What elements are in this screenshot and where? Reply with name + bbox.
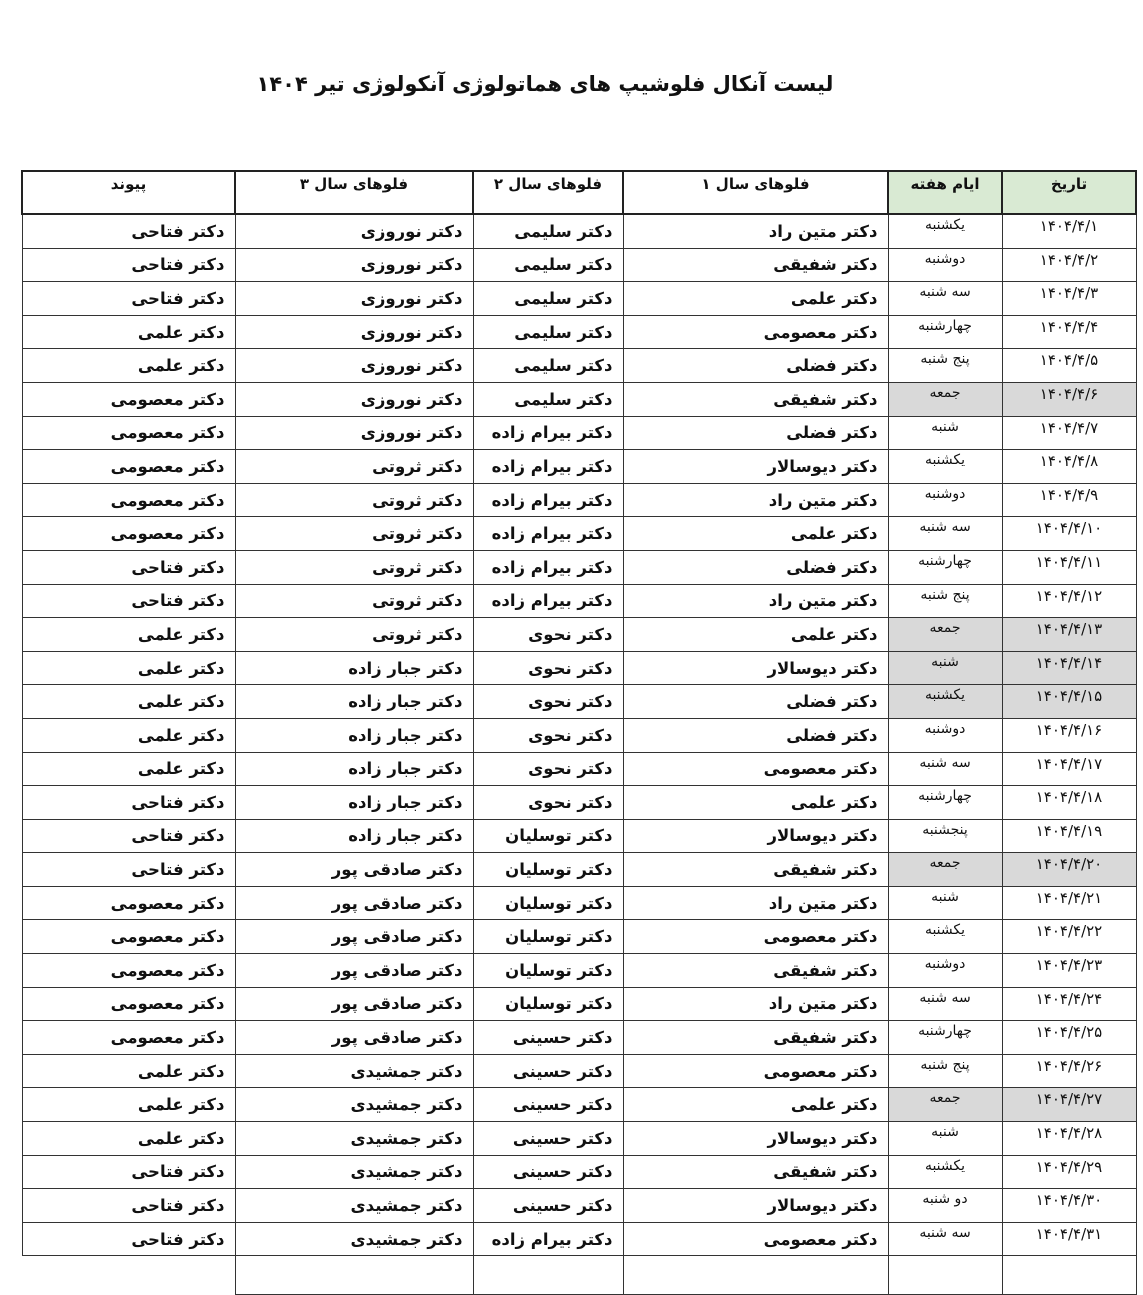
- table-row: [22, 282, 1136, 316]
- year3-fellow-cell: دکتر صادقی پور: [235, 1021, 473, 1055]
- date-cell: ۱۴۰۴/۴/۱۰: [1002, 517, 1136, 551]
- empty-year1-fellow-cell: [623, 1256, 888, 1295]
- transplant-fellow-cell: دکتر علمی: [22, 1054, 235, 1088]
- year2-fellow-cell: دکتر توسلیان: [473, 819, 623, 853]
- transplant-fellow-cell: دکتر علمی: [22, 651, 235, 685]
- header-year1: فلوهای سال ۱: [623, 171, 888, 214]
- year1-fellow-cell: دکتر دیوسالار: [623, 1189, 888, 1223]
- transplant-fellow-cell: دکتر معصومی: [22, 954, 235, 988]
- year3-fellow-cell: دکتر ثروتی: [235, 550, 473, 584]
- year2-fellow-cell: دکتر حسینی: [473, 1189, 623, 1223]
- date-cell: ۱۴۰۴/۴/۱۵: [1002, 685, 1136, 719]
- year1-fellow-cell: دکتر فضلی: [623, 718, 888, 752]
- year3-fellow-cell: دکتر صادقی پور: [235, 920, 473, 954]
- date-cell: ۱۴۰۴/۴/۳: [1002, 282, 1136, 316]
- weekday-cell: دوشنبه: [888, 483, 1002, 517]
- table-row: [22, 1222, 1136, 1256]
- transplant-fellow-cell: دکتر معصومی: [22, 382, 235, 416]
- date-cell: ۱۴۰۴/۴/۱۲: [1002, 584, 1136, 618]
- table-row: [22, 1189, 1136, 1223]
- table-row: [22, 349, 1136, 383]
- year2-fellow-cell: دکتر توسلیان: [473, 954, 623, 988]
- empty-transplant-fellow-cell: [22, 1256, 235, 1295]
- table-row: [22, 1054, 1136, 1088]
- year3-fellow-cell: دکتر جبار زاده: [235, 819, 473, 853]
- transplant-fellow-cell: دکتر علمی: [22, 1088, 235, 1122]
- header-day: ایام هفته: [888, 171, 1002, 214]
- year1-fellow-cell: دکتر دیوسالار: [623, 1122, 888, 1156]
- weekday-cell: چهارشنبه: [888, 1021, 1002, 1055]
- year1-fellow-cell: دکتر شفیقی: [623, 1021, 888, 1055]
- year3-fellow-cell: دکتر نوروزی: [235, 282, 473, 316]
- date-cell: ۱۴۰۴/۴/۲۰: [1002, 853, 1136, 887]
- year3-fellow-cell: دکتر جمشیدی: [235, 1088, 473, 1122]
- weekday-cell: سه شنبه: [888, 1222, 1002, 1256]
- weekday-cell: پنجشنبه: [888, 819, 1002, 853]
- transplant-fellow-cell: دکتر علمی: [22, 718, 235, 752]
- table-row: [22, 214, 1136, 248]
- weekday-cell: جمعه: [888, 382, 1002, 416]
- date-cell: ۱۴۰۴/۴/۳۱: [1002, 1222, 1136, 1256]
- year2-fellow-cell: دکتر بیرام زاده: [473, 450, 623, 484]
- year3-fellow-cell: دکتر ثروتی: [235, 483, 473, 517]
- year1-fellow-cell: دکتر فضلی: [623, 685, 888, 719]
- date-cell: ۱۴۰۴/۴/۱۶: [1002, 718, 1136, 752]
- year1-fellow-cell: دکتر متین راد: [623, 214, 888, 248]
- year1-fellow-cell: دکتر معصومی: [623, 920, 888, 954]
- transplant-fellow-cell: دکتر علمی: [22, 315, 235, 349]
- date-cell: ۱۴۰۴/۴/۱: [1002, 214, 1136, 248]
- weekday-cell: سه شنبه: [888, 752, 1002, 786]
- date-cell: ۱۴۰۴/۴/۷: [1002, 416, 1136, 450]
- empty-weekday-cell: [888, 1256, 1002, 1295]
- year1-fellow-cell: دکتر شفیقی: [623, 1155, 888, 1189]
- weekday-cell: پنج شنبه: [888, 1054, 1002, 1088]
- year3-fellow-cell: دکتر نوروزی: [235, 315, 473, 349]
- weekday-cell: یکشنبه: [888, 920, 1002, 954]
- table-row: [22, 248, 1136, 282]
- date-cell: ۱۴۰۴/۴/۴: [1002, 315, 1136, 349]
- year3-fellow-cell: دکتر جمشیدی: [235, 1155, 473, 1189]
- date-cell: ۱۴۰۴/۴/۶: [1002, 382, 1136, 416]
- year2-fellow-cell: دکتر توسلیان: [473, 987, 623, 1021]
- table-row: [22, 685, 1136, 719]
- year1-fellow-cell: دکتر معصومی: [623, 1222, 888, 1256]
- transplant-fellow-cell: دکتر معصومی: [22, 450, 235, 484]
- year2-fellow-cell: دکتر حسینی: [473, 1088, 623, 1122]
- transplant-fellow-cell: دکتر معصومی: [22, 416, 235, 450]
- weekday-cell: دوشنبه: [888, 248, 1002, 282]
- table-row: [22, 450, 1136, 484]
- year1-fellow-cell: دکتر معصومی: [623, 315, 888, 349]
- table-row: [22, 517, 1136, 551]
- year3-fellow-cell: دکتر ثروتی: [235, 450, 473, 484]
- weekday-cell: چهارشنبه: [888, 315, 1002, 349]
- date-cell: ۱۴۰۴/۴/۲۶: [1002, 1054, 1136, 1088]
- year3-fellow-cell: دکتر جبار زاده: [235, 685, 473, 719]
- year1-fellow-cell: دکتر متین راد: [623, 483, 888, 517]
- year3-fellow-cell: دکتر جمشیدی: [235, 1222, 473, 1256]
- year2-fellow-cell: دکتر حسینی: [473, 1155, 623, 1189]
- year3-fellow-cell: دکتر ثروتی: [235, 618, 473, 652]
- transplant-fellow-cell: دکتر معصومی: [22, 1021, 235, 1055]
- transplant-fellow-cell: دکتر علمی: [22, 752, 235, 786]
- year1-fellow-cell: دکتر علمی: [623, 282, 888, 316]
- transplant-fellow-cell: دکتر علمی: [22, 618, 235, 652]
- year2-fellow-cell: دکتر سلیمی: [473, 349, 623, 383]
- weekday-cell: یکشنبه: [888, 450, 1002, 484]
- transplant-fellow-cell: دکتر فتاحی: [22, 853, 235, 887]
- table-row: [22, 853, 1136, 887]
- date-cell: ۱۴۰۴/۴/۱۹: [1002, 819, 1136, 853]
- table-row: [22, 584, 1136, 618]
- table-row: [22, 1088, 1136, 1122]
- weekday-cell: پنج شنبه: [888, 349, 1002, 383]
- year2-fellow-cell: دکتر بیرام زاده: [473, 550, 623, 584]
- weekday-cell: سه شنبه: [888, 282, 1002, 316]
- date-cell: ۱۴۰۴/۴/۲۷: [1002, 1088, 1136, 1122]
- year2-fellow-cell: دکتر نحوی: [473, 786, 623, 820]
- year3-fellow-cell: دکتر نوروزی: [235, 416, 473, 450]
- transplant-fellow-cell: دکتر علمی: [22, 685, 235, 719]
- date-cell: ۱۴۰۴/۴/۲۹: [1002, 1155, 1136, 1189]
- date-cell: ۱۴۰۴/۴/۲: [1002, 248, 1136, 282]
- year3-fellow-cell: دکتر جبار زاده: [235, 786, 473, 820]
- year1-fellow-cell: دکتر علمی: [623, 1088, 888, 1122]
- year2-fellow-cell: دکتر توسلیان: [473, 920, 623, 954]
- table-row: [22, 550, 1136, 584]
- table-row: [22, 819, 1136, 853]
- transplant-fellow-cell: دکتر فتاحی: [22, 584, 235, 618]
- table-row: [22, 618, 1136, 652]
- year1-fellow-cell: دکتر علمی: [623, 517, 888, 551]
- oncall-schedule-table: [21, 170, 1137, 1295]
- date-cell: ۱۴۰۴/۴/۱۷: [1002, 752, 1136, 786]
- date-cell: ۱۴۰۴/۴/۲۴: [1002, 987, 1136, 1021]
- year2-fellow-cell: دکتر حسینی: [473, 1054, 623, 1088]
- transplant-fellow-cell: دکتر علمی: [22, 349, 235, 383]
- year1-fellow-cell: دکتر دیوسالار: [623, 450, 888, 484]
- transplant-fellow-cell: دکتر فتاحی: [22, 248, 235, 282]
- weekday-cell: جمعه: [888, 853, 1002, 887]
- year3-fellow-cell: دکتر صادقی پور: [235, 853, 473, 887]
- year3-fellow-cell: دکتر جبار زاده: [235, 718, 473, 752]
- year2-fellow-cell: دکتر نحوی: [473, 618, 623, 652]
- year2-fellow-cell: دکتر سلیمی: [473, 248, 623, 282]
- table-row: [22, 483, 1136, 517]
- year3-fellow-cell: دکتر نوروزی: [235, 214, 473, 248]
- year1-fellow-cell: دکتر معصومی: [623, 1054, 888, 1088]
- date-cell: ۱۴۰۴/۴/۲۱: [1002, 886, 1136, 920]
- table-row: [22, 718, 1136, 752]
- year2-fellow-cell: دکتر بیرام زاده: [473, 517, 623, 551]
- empty-date-cell: [1002, 1256, 1136, 1295]
- date-cell: ۱۴۰۴/۴/۲۲: [1002, 920, 1136, 954]
- year2-fellow-cell: دکتر توسلیان: [473, 886, 623, 920]
- transplant-fellow-cell: دکتر فتاحی: [22, 1155, 235, 1189]
- weekday-cell: پنج شنبه: [888, 584, 1002, 618]
- date-cell: ۱۴۰۴/۴/۳۰: [1002, 1189, 1136, 1223]
- transplant-fellow-cell: دکتر فتاحی: [22, 550, 235, 584]
- weekday-cell: شنبه: [888, 886, 1002, 920]
- empty-year2-fellow-cell: [473, 1256, 623, 1295]
- year2-fellow-cell: دکتر حسینی: [473, 1122, 623, 1156]
- year3-fellow-cell: دکتر جمشیدی: [235, 1054, 473, 1088]
- date-cell: ۱۴۰۴/۴/۹: [1002, 483, 1136, 517]
- empty-row: [22, 1256, 1136, 1295]
- year1-fellow-cell: دکتر معصومی: [623, 752, 888, 786]
- transplant-fellow-cell: دکتر فتاحی: [22, 1222, 235, 1256]
- table-row: [22, 786, 1136, 820]
- date-cell: ۱۴۰۴/۴/۱۸: [1002, 786, 1136, 820]
- weekday-cell: دوشنبه: [888, 718, 1002, 752]
- year3-fellow-cell: دکتر نوروزی: [235, 349, 473, 383]
- date-cell: ۱۴۰۴/۴/۲۳: [1002, 954, 1136, 988]
- year2-fellow-cell: دکتر توسلیان: [473, 853, 623, 887]
- year2-fellow-cell: دکتر سلیمی: [473, 382, 623, 416]
- table-row: [22, 886, 1136, 920]
- year3-fellow-cell: دکتر صادقی پور: [235, 886, 473, 920]
- year2-fellow-cell: دکتر نحوی: [473, 651, 623, 685]
- year3-fellow-cell: دکتر نوروزی: [235, 248, 473, 282]
- weekday-cell: چهارشنبه: [888, 786, 1002, 820]
- year1-fellow-cell: دکتر شفیقی: [623, 954, 888, 988]
- year3-fellow-cell: دکتر ثروتی: [235, 584, 473, 618]
- date-cell: ۱۴۰۴/۴/۲۵: [1002, 1021, 1136, 1055]
- transplant-fellow-cell: دکتر فتاحی: [22, 214, 235, 248]
- date-cell: ۱۴۰۴/۴/۱۱: [1002, 550, 1136, 584]
- transplant-fellow-cell: دکتر معصومی: [22, 483, 235, 517]
- weekday-cell: شنبه: [888, 416, 1002, 450]
- year3-fellow-cell: دکتر جمشیدی: [235, 1189, 473, 1223]
- header-peyvand: پیوند: [22, 171, 235, 214]
- table-row: [22, 987, 1136, 1021]
- year1-fellow-cell: دکتر متین راد: [623, 584, 888, 618]
- transplant-fellow-cell: دکتر علمی: [22, 1122, 235, 1156]
- weekday-cell: دو شنبه: [888, 1189, 1002, 1223]
- table-row: [22, 954, 1136, 988]
- year1-fellow-cell: دکتر دیوسالار: [623, 819, 888, 853]
- year1-fellow-cell: دکتر شفیقی: [623, 248, 888, 282]
- date-cell: ۱۴۰۴/۴/۱۴: [1002, 651, 1136, 685]
- year1-fellow-cell: دکتر متین راد: [623, 987, 888, 1021]
- year1-fellow-cell: دکتر فضلی: [623, 416, 888, 450]
- year3-fellow-cell: دکتر صادقی پور: [235, 987, 473, 1021]
- weekday-cell: سه شنبه: [888, 987, 1002, 1021]
- year3-fellow-cell: دکتر جمشیدی: [235, 1122, 473, 1156]
- header-row: [22, 171, 1136, 214]
- table-row: [22, 382, 1136, 416]
- table-row: [22, 752, 1136, 786]
- year2-fellow-cell: دکتر نحوی: [473, 752, 623, 786]
- weekday-cell: یکشنبه: [888, 214, 1002, 248]
- weekday-cell: شنبه: [888, 651, 1002, 685]
- transplant-fellow-cell: دکتر فتاحی: [22, 1189, 235, 1223]
- year1-fellow-cell: دکتر شفیقی: [623, 382, 888, 416]
- weekday-cell: یکشنبه: [888, 685, 1002, 719]
- date-cell: ۱۴۰۴/۴/۱۳: [1002, 618, 1136, 652]
- empty-year3-fellow-cell: [235, 1256, 473, 1295]
- year2-fellow-cell: دکتر سلیمی: [473, 214, 623, 248]
- year3-fellow-cell: دکتر نوروزی: [235, 382, 473, 416]
- year2-fellow-cell: دکتر سلیمی: [473, 282, 623, 316]
- transplant-fellow-cell: دکتر معصومی: [22, 920, 235, 954]
- table-row: [22, 651, 1136, 685]
- weekday-cell: سه شنبه: [888, 517, 1002, 551]
- year2-fellow-cell: دکتر نحوی: [473, 685, 623, 719]
- year2-fellow-cell: دکتر بیرام زاده: [473, 416, 623, 450]
- table-row: [22, 1155, 1136, 1189]
- year2-fellow-cell: دکتر نحوی: [473, 718, 623, 752]
- year2-fellow-cell: دکتر بیرام زاده: [473, 1222, 623, 1256]
- table-row: [22, 1021, 1136, 1055]
- transplant-fellow-cell: دکتر معصومی: [22, 517, 235, 551]
- date-cell: ۱۴۰۴/۴/۲۸: [1002, 1122, 1136, 1156]
- table-row: [22, 416, 1136, 450]
- year1-fellow-cell: دکتر فضلی: [623, 550, 888, 584]
- date-cell: ۱۴۰۴/۴/۵: [1002, 349, 1136, 383]
- date-cell: ۱۴۰۴/۴/۸: [1002, 450, 1136, 484]
- transplant-fellow-cell: دکتر فتاحی: [22, 282, 235, 316]
- header-year3: فلوهای سال ۳: [235, 171, 473, 214]
- year3-fellow-cell: دکتر جبار زاده: [235, 651, 473, 685]
- year1-fellow-cell: دکتر علمی: [623, 786, 888, 820]
- year3-fellow-cell: دکتر جبار زاده: [235, 752, 473, 786]
- year1-fellow-cell: دکتر علمی: [623, 618, 888, 652]
- weekday-cell: دوشنبه: [888, 954, 1002, 988]
- transplant-fellow-cell: دکتر معصومی: [22, 886, 235, 920]
- year3-fellow-cell: دکتر ثروتی: [235, 517, 473, 551]
- weekday-cell: یکشنبه: [888, 1155, 1002, 1189]
- year1-fellow-cell: دکتر فضلی: [623, 349, 888, 383]
- table-row: [22, 1122, 1136, 1156]
- year2-fellow-cell: دکتر بیرام زاده: [473, 584, 623, 618]
- table-row: [22, 920, 1136, 954]
- header-year2: فلوهای سال ۲: [473, 171, 623, 214]
- weekday-cell: شنبه: [888, 1122, 1002, 1156]
- page-title: لیست آنکال فلوشیپ های هماتولوژی آنکولوژی تیر ۱۴۰۴: [256, 72, 834, 96]
- year2-fellow-cell: دکتر سلیمی: [473, 315, 623, 349]
- transplant-fellow-cell: دکتر معصومی: [22, 987, 235, 1021]
- weekday-cell: جمعه: [888, 1088, 1002, 1122]
- transplant-fellow-cell: دکتر فتاحی: [22, 819, 235, 853]
- weekday-cell: جمعه: [888, 618, 1002, 652]
- year1-fellow-cell: دکتر متین راد: [623, 886, 888, 920]
- year2-fellow-cell: دکتر بیرام زاده: [473, 483, 623, 517]
- weekday-cell: چهارشنبه: [888, 550, 1002, 584]
- year1-fellow-cell: دکتر دیوسالار: [623, 651, 888, 685]
- transplant-fellow-cell: دکتر فتاحی: [22, 786, 235, 820]
- header-date: تاریخ: [1002, 171, 1136, 214]
- year3-fellow-cell: دکتر صادقی پور: [235, 954, 473, 988]
- year1-fellow-cell: دکتر شفیقی: [623, 853, 888, 887]
- year2-fellow-cell: دکتر حسینی: [473, 1021, 623, 1055]
- table-row: [22, 315, 1136, 349]
